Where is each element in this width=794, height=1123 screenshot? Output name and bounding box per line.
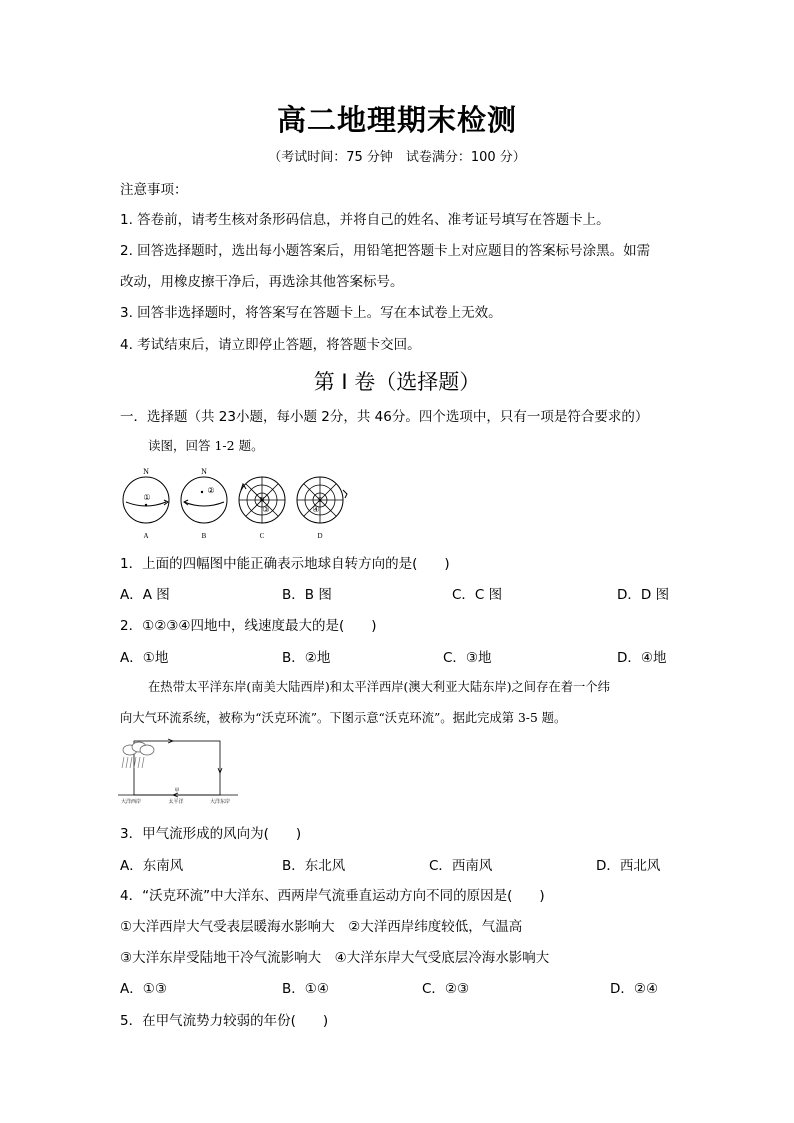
figure-c-pole-label: N (259, 496, 265, 504)
question-4-stem: 4．“沃克环流”中大洋东、西两岸气流垂直运动方向不同的原因是( ) (120, 888, 545, 904)
q1-option-b: B．B 图 (282, 587, 332, 603)
q1-option-c: C．C 图 (452, 587, 503, 603)
note-item-1: 1. 答卷前，请考生核对条形码信息，并将自己的姓名、准考证号填写在答题卡上。 (120, 212, 610, 228)
airflow-jia-label: 甲 (174, 789, 180, 794)
figure-c-label: C (259, 532, 265, 540)
question-1-stem: 1．上面的四幅图中能正确表示地球自转方向的是( ) (120, 556, 450, 572)
q3-option-b: B．东北风 (282, 858, 346, 874)
figure-a-north-label: N (143, 467, 149, 476)
point-4-label: ④ (312, 505, 320, 514)
q3-option-c: C．西南风 (429, 858, 493, 874)
notes-heading: 注意事项： (120, 182, 188, 198)
point-3-label: ③ (262, 505, 270, 514)
question-3-stem: 3．甲气流形成的风向为( ) (120, 826, 302, 842)
earth-rotation-figure (118, 462, 358, 542)
section-title: 第 I 卷（选择题） (313, 370, 481, 394)
note-item-2: 2. 回答选择题时，选出每小题答案后，用铅笔把答题卡上对应题目的答案标号涂黑。如需 (120, 243, 651, 259)
q3-option-a: A．东南风 (120, 858, 184, 874)
figure-b-label: B (201, 532, 207, 540)
walker-circulation-figure (118, 738, 238, 808)
figure-d-label: D (317, 532, 323, 540)
east-coast-label: 大洋东岸 (209, 800, 231, 805)
figure-b-north-label: N (201, 467, 207, 476)
west-coast-label: 大洋西岸 (120, 800, 142, 805)
q2-option-b: B．②地 (282, 650, 331, 666)
q4-option-a: A．①③ (120, 981, 167, 997)
group2-intro-line1: 在热带太平洋东岸(南美大陆西岸)和太平洋西岸(澳大利亚大陆东岸)之间存在着一个纬 (148, 680, 610, 694)
q4-option-d: D．②④ (610, 981, 659, 997)
pacific-label: 太平洋 (168, 800, 184, 805)
cloud-icon (123, 742, 154, 755)
note-item-4: 4. 考试结束后，请立即停止答题，将答题卡交回。 (120, 337, 421, 353)
note-item-2-cont: 改动，用橡皮擦干净后，再选涂其他答案标号。 (120, 274, 404, 290)
q4-option-b: B．①④ (282, 981, 329, 997)
q4-statement-2: ③大洋东岸受陆地干冷气流影响大 ④大洋东岸大气受底层冷海水影响大 (120, 950, 550, 966)
point-2-label: ② (207, 486, 215, 495)
exam-subtitle: （考试时间：75 分钟 试卷满分：100 分） (268, 150, 526, 165)
point-1-label: ① (143, 493, 151, 502)
note-item-3: 3. 回答非选择题时，将答案写在答题卡上。写在本试卷上无效。 (120, 305, 502, 321)
rotation-arrow-b (184, 502, 224, 506)
part1-heading: 一．选择题（共 23小题，每小题 2分，共 46分。四个选项中，只有一项是符合要求的） (120, 409, 649, 425)
group2-intro-line2: 向大气环流系统，被称为“沃克环流”。下图示意“沃克环流”。据此完成第 3-5 题。 (120, 711, 567, 725)
q1-option-a: A．A 图 (120, 587, 170, 603)
q3-option-d: D．西北风 (596, 858, 661, 874)
rotation-arrow-d (343, 490, 347, 498)
question-5-stem: 5．在甲气流势力较弱的年份( ) (120, 1013, 329, 1029)
q4-option-c: C．②③ (422, 981, 470, 997)
q4-statement-1: ①大洋西岸大气受表层暖海水影响大 ②大洋西岸纬度较低，气温高 (120, 919, 523, 935)
q1-option-d: D．D 图 (617, 587, 670, 603)
group1-intro: 读图，回答 1-2 题。 (148, 438, 264, 453)
q2-option-d: D．④地 (617, 650, 667, 666)
figure-a-label: A (143, 532, 149, 540)
q2-option-c: C．③地 (443, 650, 492, 666)
exam-title: 高二地理期末检测 (276, 103, 517, 137)
figure-d-pole-label: S (318, 496, 322, 504)
rain-icon (122, 757, 144, 768)
q2-option-a: A．①地 (120, 650, 169, 666)
question-2-stem: 2．①②③④四地中，线速度最大的是( ) (120, 618, 377, 634)
